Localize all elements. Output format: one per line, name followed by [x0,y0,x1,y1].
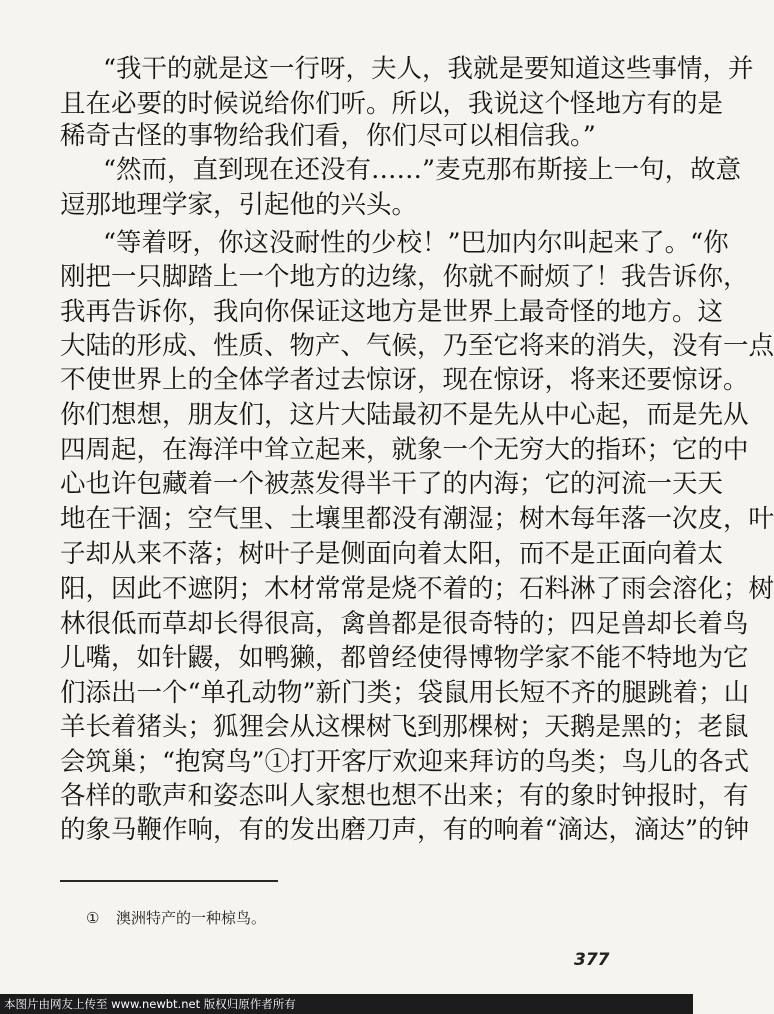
body-text-line: 阳，因此不遮阴；木材常常是烧不着的；石料淋了雨会溶化；树 [60,574,774,604]
page-number: 377 [574,950,610,970]
footnote-text: 澳洲特产的一种椋鸟。 [116,909,267,927]
body-text-line: 你们想想，朋友们，这片大陆最初不是先从中心起，而是先从 [60,400,749,430]
body-text-line: 我再告诉你，我向你保证这地方是世界上最奇怪的地方。这 [60,297,724,327]
body-text-line: 各样的歌声和姿态叫人家想也想不出来；有的象时钟报时，有 [60,781,749,811]
body-text-line: 们添出一个“单孔动物”新门类；袋鼠用长短不齐的腿跳着；山 [60,678,750,708]
body-text-line: “等着呀，你这没耐性的少校！”巴加内尔叫起来了。“你 [103,228,729,258]
body-text-line: “然而，直到现在还没有……”麦克那布斯接上一句，故意 [103,155,742,185]
watermark-footer-text: 本图片由网友上传至 www.newbt.net 版权归原作者所有 [4,997,296,1011]
body-text-line: 四周起，在海洋中耸立起来，就象一个无穷大的指环；它的中 [60,435,749,465]
body-text-line: 大陆的形成、性质、物产、气候，乃至它将来的消失，没有一点 [60,331,774,361]
watermark-footer-bar [0,994,693,1014]
body-text-line: 羊长着猪头；狐狸会从这棵树飞到那棵树；天鹅是黑的；老鼠 [60,712,749,742]
body-text-line: 林很低而草却长得很高，禽兽都是很奇特的；四足兽却长着鸟 [60,609,749,639]
footnote-divider [60,880,278,882]
footnote [86,908,266,928]
body-text-line: 稀奇古怪的事物给我们看，你们尽可以相信我。” [60,121,596,151]
body-text-line: “我干的就是这一行呀，夫人，我就是要知道这些事情，并 [103,54,754,84]
body-text-line: 心也许包藏着一个被蒸发得半干了的内海；它的河流一天天 [60,469,724,499]
footnote-marker: ① [86,909,100,927]
body-text-line: 逗那地理学家，引起他的兴头。 [60,190,418,220]
body-text-line: 子却从来不落；树叶子是侧面向着太阳，而不是正面向着太 [60,539,724,569]
body-text-line: 儿嘴，如针鼹，如鸭獭，都曾经使得博物学家不能不特地为它 [60,643,749,673]
body-text-line: 会筑巢；“抱窝鸟”①打开客厅欢迎来拜访的鸟类；鸟儿的各式 [60,747,750,777]
body-text-line: 刚把一只脚踏上一个地方的边缘，你就不耐烦了！我告诉你， [60,262,749,292]
body-text-line: 的象马鞭作响，有的发出磨刀声，有的响着“滴达，滴达”的钟 [60,815,750,845]
body-text-line: 地在干涸；空气里、土壤里都没有潮湿；树木每年落一次皮，叶 [60,504,774,534]
body-text-line: 不使世界上的全体学者过去惊讶，现在惊讶，将来还要惊讶。 [60,365,749,395]
body-text-line: 且在必要的时候说给你们听。所以，我说这个怪地方有的是 [60,89,724,119]
